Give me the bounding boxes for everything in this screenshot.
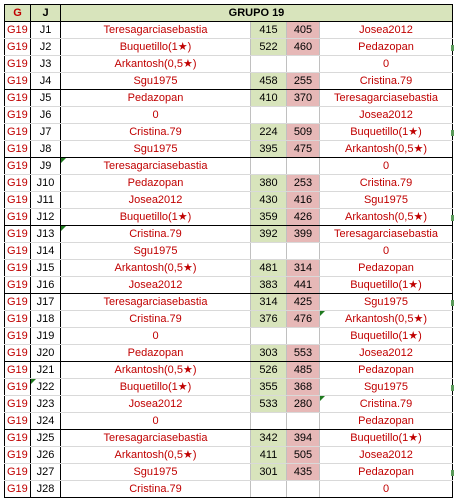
cell-group[interactable]: G19	[5, 107, 31, 124]
cell-score2[interactable]: 255	[287, 73, 320, 90]
table-row	[5, 175, 453, 192]
table-row	[5, 73, 453, 90]
cell-score2[interactable]: 425	[287, 294, 320, 311]
cell-player2[interactable]: Arkantosh(0,5★)	[320, 141, 453, 158]
cell-match[interactable]: J3	[31, 56, 61, 73]
cell-group[interactable]: G19	[5, 430, 31, 447]
cell-group[interactable]: G19	[5, 124, 31, 141]
cell-score2[interactable]: 505	[287, 447, 320, 464]
cell-player1[interactable]: Pedazopan	[61, 175, 251, 192]
cell-score2[interactable]: 509	[287, 124, 320, 141]
cell-score1[interactable]: 430	[251, 192, 287, 209]
cell-player1[interactable]: 0	[61, 107, 251, 124]
table-row	[5, 362, 453, 379]
cell-group[interactable]: G19	[5, 294, 31, 311]
cell-match[interactable]: J26	[31, 447, 61, 464]
cell-player1[interactable]: Buquetillo(1★)	[61, 39, 251, 56]
cell-score2[interactable]: 314	[287, 260, 320, 277]
cell-score1[interactable]	[251, 328, 287, 345]
cell-match[interactable]: J16	[31, 277, 61, 294]
cell-match[interactable]: J7	[31, 124, 61, 141]
header-title[interactable]: GRUPO 19	[61, 5, 453, 22]
cell-player2[interactable]: Sgu1975	[320, 192, 453, 209]
cell-player1[interactable]: Josea2012	[61, 192, 251, 209]
cell-score2[interactable]: 416	[287, 192, 320, 209]
cell-player1[interactable]: Cristina.79	[61, 311, 251, 328]
cell-player2[interactable]: 0	[320, 56, 453, 73]
cell-score1[interactable]: 458	[251, 73, 287, 90]
cell-player2[interactable]: Buquetillo(1★)	[320, 124, 453, 141]
cell-player2[interactable]: Teresagarciasebastia	[320, 226, 453, 243]
cell-group[interactable]: G19	[5, 209, 31, 226]
cell-score1[interactable]: 522	[251, 39, 287, 56]
cell-score1[interactable]: 481	[251, 260, 287, 277]
cell-score2[interactable]: 476	[287, 311, 320, 328]
cell-player1[interactable]: Arkantosh(0,5★)	[61, 56, 251, 73]
cell-player2[interactable]: Sgu1975	[320, 294, 453, 311]
cell-player2[interactable]: Pedazopan	[320, 260, 453, 277]
cell-player1[interactable]: Teresagarciasebastia	[61, 294, 251, 311]
cell-score1[interactable]: 342	[251, 430, 287, 447]
table-row	[5, 413, 453, 430]
cell-group[interactable]: G19	[5, 243, 31, 260]
table-row	[5, 158, 453, 175]
cell-score2[interactable]	[287, 328, 320, 345]
cell-score1[interactable]: 411	[251, 447, 287, 464]
cell-player2[interactable]: Josea2012	[320, 107, 453, 124]
cell-player2[interactable]: Buquetillo(1★)	[320, 328, 453, 345]
cell-player2[interactable]: Josea2012	[320, 447, 453, 464]
cell-player1[interactable]: Arkantosh(0,5★)	[61, 362, 251, 379]
cell-group[interactable]: G19	[5, 311, 31, 328]
table-row	[5, 141, 453, 158]
cell-player2[interactable]: Teresagarciasebastia	[320, 90, 453, 107]
cell-player2[interactable]: Pedazopan	[320, 464, 453, 481]
table-row	[5, 124, 453, 141]
cell-match[interactable]: J22	[31, 379, 61, 396]
cell-score2[interactable]: 368	[287, 379, 320, 396]
header-g[interactable]: G	[5, 5, 31, 22]
cell-player2[interactable]: Pedazopan	[320, 39, 453, 56]
cell-score2[interactable]: 553	[287, 345, 320, 362]
cell-player1[interactable]: Buquetillo(1★)	[61, 379, 251, 396]
cell-player2[interactable]: Buquetillo(1★)	[320, 430, 453, 447]
cell-player1[interactable]: Josea2012	[61, 277, 251, 294]
cell-group[interactable]: G19	[5, 158, 31, 175]
cell-player1[interactable]: Arkantosh(0,5★)	[61, 447, 251, 464]
cell-score2[interactable]: 394	[287, 430, 320, 447]
cell-group[interactable]: G19	[5, 73, 31, 90]
cell-score1[interactable]	[251, 56, 287, 73]
cell-group[interactable]: G19	[5, 56, 31, 73]
cell-score2[interactable]: 475	[287, 141, 320, 158]
cell-group[interactable]: G19	[5, 22, 31, 39]
cell-player2[interactable]: Sgu1975	[320, 379, 453, 396]
cell-score1[interactable]: 395	[251, 141, 287, 158]
cell-player1[interactable]: Teresagarciasebastia	[61, 430, 251, 447]
cell-group[interactable]: G19	[5, 175, 31, 192]
cell-player2[interactable]: Cristina.79	[320, 175, 453, 192]
table-row	[5, 481, 453, 498]
table-row	[5, 192, 453, 209]
cell-match[interactable]: J15	[31, 260, 61, 277]
cell-score1[interactable]: 526	[251, 362, 287, 379]
cell-match[interactable]: J20	[31, 345, 61, 362]
cell-player1[interactable]: Buquetillo(1★)	[61, 209, 251, 226]
cell-match[interactable]: J14	[31, 243, 61, 260]
cell-score1[interactable]: 380	[251, 175, 287, 192]
cell-match[interactable]: J17	[31, 294, 61, 311]
table-row	[5, 328, 453, 345]
cell-player1[interactable]: Pedazopan	[61, 345, 251, 362]
cell-player1[interactable]: Pedazopan	[61, 90, 251, 107]
cell-match[interactable]: J18	[31, 311, 61, 328]
cell-player2[interactable]: Arkantosh(0,5★)	[320, 311, 453, 328]
cell-match[interactable]: J5	[31, 90, 61, 107]
cell-match[interactable]: J23	[31, 396, 61, 413]
header-j[interactable]: J	[31, 5, 61, 22]
table-row	[5, 90, 453, 107]
table-row	[5, 396, 453, 413]
cell-group[interactable]: G19	[5, 413, 31, 430]
cell-match[interactable]: J10	[31, 175, 61, 192]
cell-player2[interactable]: Pedazopan	[320, 362, 453, 379]
cell-score2[interactable]	[287, 481, 320, 498]
table-row	[5, 260, 453, 277]
cell-group[interactable]: G19	[5, 481, 31, 498]
table-row	[5, 379, 453, 396]
cell-score1[interactable]: 376	[251, 311, 287, 328]
cell-match[interactable]: J1	[31, 22, 61, 39]
table-row	[5, 277, 453, 294]
cell-score2[interactable]: 399	[287, 226, 320, 243]
cell-player1[interactable]: Cristina.79	[61, 226, 251, 243]
cell-group[interactable]: G19	[5, 90, 31, 107]
cell-player1[interactable]: Teresagarciasebastia	[61, 22, 251, 39]
cell-score2[interactable]: 426	[287, 209, 320, 226]
table-row	[5, 226, 453, 243]
cell-score1[interactable]: 533	[251, 396, 287, 413]
cell-score1[interactable]: 355	[251, 379, 287, 396]
table-row	[5, 311, 453, 328]
cell-match[interactable]: J21	[31, 362, 61, 379]
cell-group[interactable]: G19	[5, 39, 31, 56]
cell-score1[interactable]	[251, 413, 287, 430]
cell-player2[interactable]: Arkantosh(0,5★)	[320, 209, 453, 226]
cell-score1[interactable]	[251, 158, 287, 175]
cell-score2[interactable]: 460	[287, 39, 320, 56]
cell-group[interactable]: G19	[5, 396, 31, 413]
cell-score1[interactable]: 359	[251, 209, 287, 226]
cell-player2[interactable]: Buquetillo(1★)	[320, 277, 453, 294]
cell-player1[interactable]: Teresagarciasebastia	[61, 158, 251, 175]
cell-player2[interactable]: Josea2012	[320, 345, 453, 362]
cell-player1[interactable]: Arkantosh(0,5★)	[61, 260, 251, 277]
cell-score2[interactable]: 405	[287, 22, 320, 39]
cell-match[interactable]: J13	[31, 226, 61, 243]
cell-group[interactable]: G19	[5, 464, 31, 481]
cell-score2[interactable]: 280	[287, 396, 320, 413]
table-row	[5, 209, 453, 226]
table-row	[5, 447, 453, 464]
grupo-table	[4, 4, 453, 498]
cell-player2[interactable]: Cristina.79	[320, 73, 453, 90]
cell-score2[interactable]	[287, 243, 320, 260]
cell-match[interactable]: J25	[31, 430, 61, 447]
table-row	[5, 464, 453, 481]
cell-score2[interactable]	[287, 107, 320, 124]
cell-score1[interactable]: 314	[251, 294, 287, 311]
cell-match[interactable]: J11	[31, 192, 61, 209]
table-row	[5, 22, 453, 39]
table-row	[5, 430, 453, 447]
cell-group[interactable]: G19	[5, 260, 31, 277]
cell-group[interactable]: G19	[5, 379, 31, 396]
cell-player1[interactable]: 0	[61, 328, 251, 345]
cell-player1[interactable]: Cristina.79	[61, 481, 251, 498]
cell-score2[interactable]	[287, 56, 320, 73]
cell-match[interactable]: J8	[31, 141, 61, 158]
cell-match[interactable]: J2	[31, 39, 61, 56]
cell-group[interactable]: G19	[5, 447, 31, 464]
cell-player2[interactable]: Cristina.79	[320, 396, 453, 413]
cell-player2[interactable]: 0	[320, 481, 453, 498]
table-row	[5, 39, 453, 56]
spreadsheet	[4, 4, 453, 498]
cell-group[interactable]: G19	[5, 226, 31, 243]
cell-group[interactable]: G19	[5, 362, 31, 379]
cell-score1[interactable]: 383	[251, 277, 287, 294]
cell-match[interactable]: J4	[31, 73, 61, 90]
cell-match[interactable]: J28	[31, 481, 61, 498]
table-row	[5, 107, 453, 124]
cell-group[interactable]: G19	[5, 328, 31, 345]
cell-match[interactable]: J24	[31, 413, 61, 430]
table-row	[5, 56, 453, 73]
cell-player2[interactable]: Josea2012	[320, 22, 453, 39]
cell-match[interactable]: J6	[31, 107, 61, 124]
cell-score1[interactable]: 415	[251, 22, 287, 39]
cell-match[interactable]: J19	[31, 328, 61, 345]
cell-score1[interactable]: 224	[251, 124, 287, 141]
cell-score1[interactable]	[251, 481, 287, 498]
cell-score2[interactable]: 441	[287, 277, 320, 294]
cell-player1[interactable]: Josea2012	[61, 396, 251, 413]
cell-score1[interactable]: 301	[251, 464, 287, 481]
cell-score1[interactable]: 392	[251, 226, 287, 243]
cell-score2[interactable]	[287, 158, 320, 175]
cell-player2[interactable]: 0	[320, 158, 453, 175]
table-row	[5, 345, 453, 362]
cell-score2[interactable]	[287, 413, 320, 430]
cell-score2[interactable]: 435	[287, 464, 320, 481]
header-row	[5, 5, 453, 22]
cell-match[interactable]: J9	[31, 158, 61, 175]
cell-match[interactable]: J27	[31, 464, 61, 481]
cell-score2[interactable]: 485	[287, 362, 320, 379]
cell-score1[interactable]	[251, 107, 287, 124]
cell-score1[interactable]: 410	[251, 90, 287, 107]
cell-player1[interactable]: Sgu1975	[61, 464, 251, 481]
cell-group[interactable]: G19	[5, 345, 31, 362]
cell-score2[interactable]: 370	[287, 90, 320, 107]
cell-group[interactable]: G19	[5, 277, 31, 294]
table-row	[5, 243, 453, 260]
cell-player2[interactable]: Pedazopan	[320, 413, 453, 430]
cell-group[interactable]: G19	[5, 141, 31, 158]
table-row	[5, 294, 453, 311]
cell-player1[interactable]: Sgu1975	[61, 243, 251, 260]
cell-score2[interactable]: 253	[287, 175, 320, 192]
cell-player2[interactable]: 0	[320, 243, 453, 260]
cell-score1[interactable]: 303	[251, 345, 287, 362]
cell-player1[interactable]: Sgu1975	[61, 141, 251, 158]
cell-player1[interactable]: 0	[61, 413, 251, 430]
cell-score1[interactable]	[251, 243, 287, 260]
cell-match[interactable]: J12	[31, 209, 61, 226]
cell-player1[interactable]: Cristina.79	[61, 124, 251, 141]
cell-group[interactable]: G19	[5, 192, 31, 209]
cell-player1[interactable]: Sgu1975	[61, 73, 251, 90]
